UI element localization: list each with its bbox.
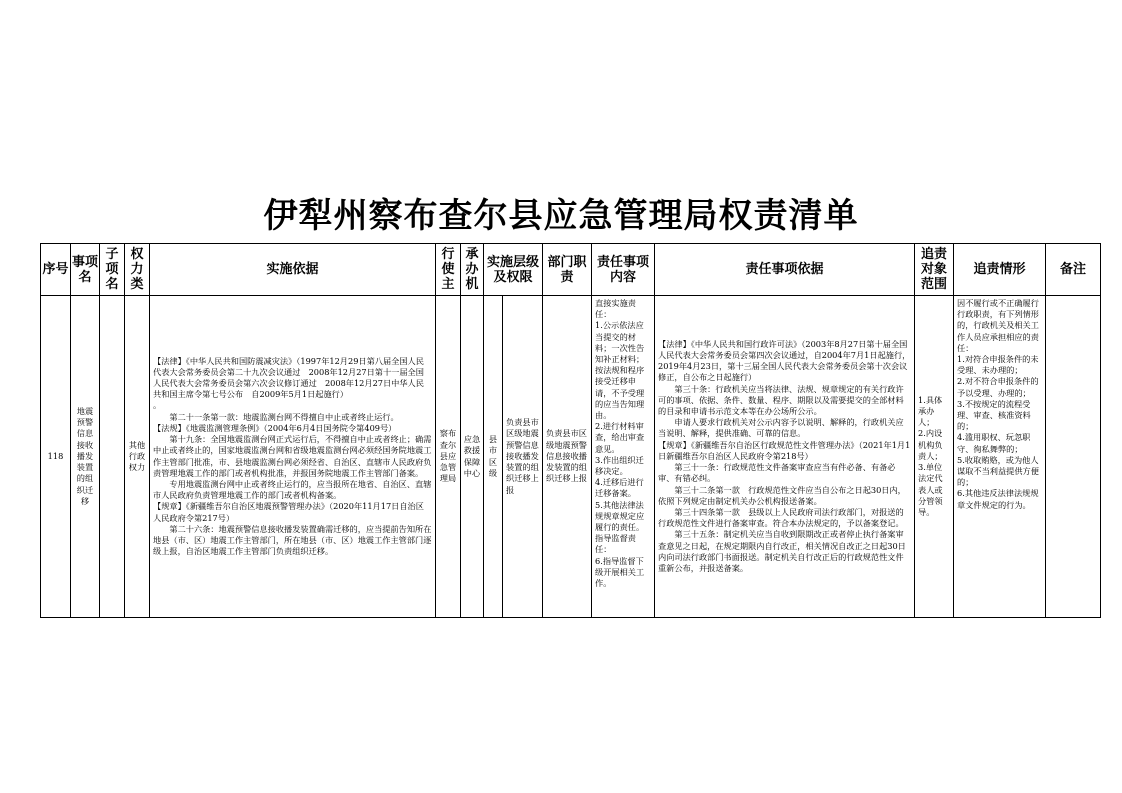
cell-accountable-scope: 1.具体承办人； 2.内设机构负责人； 3.单位法定代表人或分管领导。: [915, 296, 954, 618]
cell-undertaker: 应急救援保障中心: [461, 296, 484, 618]
header-resp-content: 责任事项内容: [592, 244, 655, 296]
header-accountable-scope: 追责对象范围: [915, 244, 954, 296]
cell-basis: 【法律】《中华人民共和国防震减灾法》（1997年12月29日第八届全国人民代表大会常务委员会第二十九次会议通过 2008年12月27日第十一届全国人民代表大会常务委员会第六次会议修订通过 2008年12月27日中华人民共和国主席令第七号公布 自2009年5月1日起施行） 。 第二十一条第一款：地震监测台网不得擅自中止或者终止运行。 【法规】《地震监测管理条例》（2004年6月4日国务院令第409号） 第十九条：全国地震监测台网正式运行后，不得擅自中止或者终止；确需中止或者终止的，国家地震监测台网和省级地震监测台网必须经国务院地震工作主管部门批准，市、县地震监测台网必须经省、自治区、直辖市人民政府负责管理地震工作的部门或者机构批准，并报国务院地震工作主管部门备案。 专用地震监测台网中止或者终止运行的，应当报所在地省、自治区、直辖市人民政府负责管理地震工作的部门或者机构备案。 【规章】《新疆维吾尔自治区地震预警管理办法》（2020年11月17日自治区人民政府令第217号） 第二十六条：地震预警信息接收播发装置确需迁移的，应当提前告知所在地县（市、区）地震工作主管部门，所在地县（市、区）地震工作主管部门逐级上报，自治区地震工作主管部门负责组织迁移。: [150, 296, 436, 618]
responsibility-table: [40, 243, 1101, 618]
cell-level-a: 县市区级: [484, 296, 503, 618]
cell-seq: 118: [41, 296, 71, 618]
header-power-type: 权力类: [125, 244, 150, 296]
cell-dept-duty: 负责县市区级地震预警信息接收播发装置的组织迁移上报: [543, 296, 592, 618]
cell-accountability: 因不履行或不正确履行行政职责，有下列情形的，行政机关及相关工作人员应承担相应的责任： 1.对符合申报条件的未受理、未办理的； 2.对不符合申报条件的予以受理、办理的； 3.不按规定的流程受理、审查、核准资料的； 4.滥用职权、玩忽职守、徇私舞弊的； 5.收取贿赂，或为他人谋取不当利益提供方便的； 6.其他违反法律法规规章文件规定的行为。: [954, 296, 1046, 618]
cell-resp-basis: 【法律】《中华人民共和国行政许可法》（2003年8月27日第十届全国人民代表大会常务委员会第四次会议通过，自2004年7月1日起施行，2019年4月23日，第十三届全国人民代表大会常务委员会第十次会议修正，自公布之日起施行） 第三十条：行政机关应当将法律、法规、规章规定的有关行政许可的事项、依据、条件、数量、程序、期限以及需要提交的全部材料的目录和申请书示范文本等在办公场所公示。 申请人要求行政机关对公示内容予以说明、解释的，行政机关应当说明、解释，提供准确、可靠的信息。 【规章】《新疆维吾尔自治区行政规范性文件管理办法》（2021年1月1日新疆维吾尔自治区人民政府令第218号） 第三十一条：行政规范性文件备案审查应当有件必备、有备必审、有错必纠。 第三十二条第一款 行政规范性文件应当自公布之日起30日内，依照下列规定由制定机关办公机构报送备案。 第三十四条第一款 县级以上人民政府司法行政部门，对报送的行政规范性文件进行备案审查。符合本办法规定的，予以备案登记。 第三十五条：制定机关应当自收到限期改正或者停止执行备案审查意见之日起，在规定期限内自行改正，相关情况自改正之日起30日内向司法行政部门书面报送。制定机关自行改正后的行政规范性文件重新公布，并报送备案。: [655, 296, 915, 618]
cell-remarks: [1046, 296, 1101, 618]
header-basis: 实施依据: [150, 244, 436, 296]
header-accountability: 追责情形: [954, 244, 1046, 296]
header-remarks: 备注: [1046, 244, 1101, 296]
cell-item: 地震预警信息接收播发装置的组织迁移: [71, 296, 100, 618]
header-dept-duty: 部门职责: [543, 244, 592, 296]
cell-resp-content: 直接实施责任： 1.公示依法应当提交的材料；一次性告知补正材料；按法规和程序接受迁移申请，不予受理的应当告知理由。 2.进行材料审查，给出审查意见。 3.作出组织迁移决定。 4.迁移后进行迁移备案。 5.其他法律法规规章规定应履行的责任。 指导监督责任： 6.指导监督下级开展相关工作。: [592, 296, 655, 618]
header-executor: 行使主: [436, 244, 461, 296]
header-item: 事项名: [71, 244, 100, 296]
table-header-row: [41, 244, 1101, 296]
cell-subitem: [100, 296, 125, 618]
cell-power-type: 其他行政权力: [125, 296, 150, 618]
header-seq: 序号: [41, 244, 71, 296]
header-level: 实施层级及权限: [484, 244, 543, 296]
header-subitem: 子项名: [100, 244, 125, 296]
cell-executor: 察布查尔县应急管理局: [436, 296, 461, 618]
cell-level-b: 负责县市区级地震预警信息接收播发装置的组织迁移上报: [503, 296, 543, 618]
header-undertaker: 承办机: [461, 244, 484, 296]
header-resp-basis: 责任事项依据: [655, 244, 915, 296]
page-title: 伊犁州察布查尔县应急管理局权责清单: [263, 196, 859, 236]
table-row: [41, 296, 1101, 618]
